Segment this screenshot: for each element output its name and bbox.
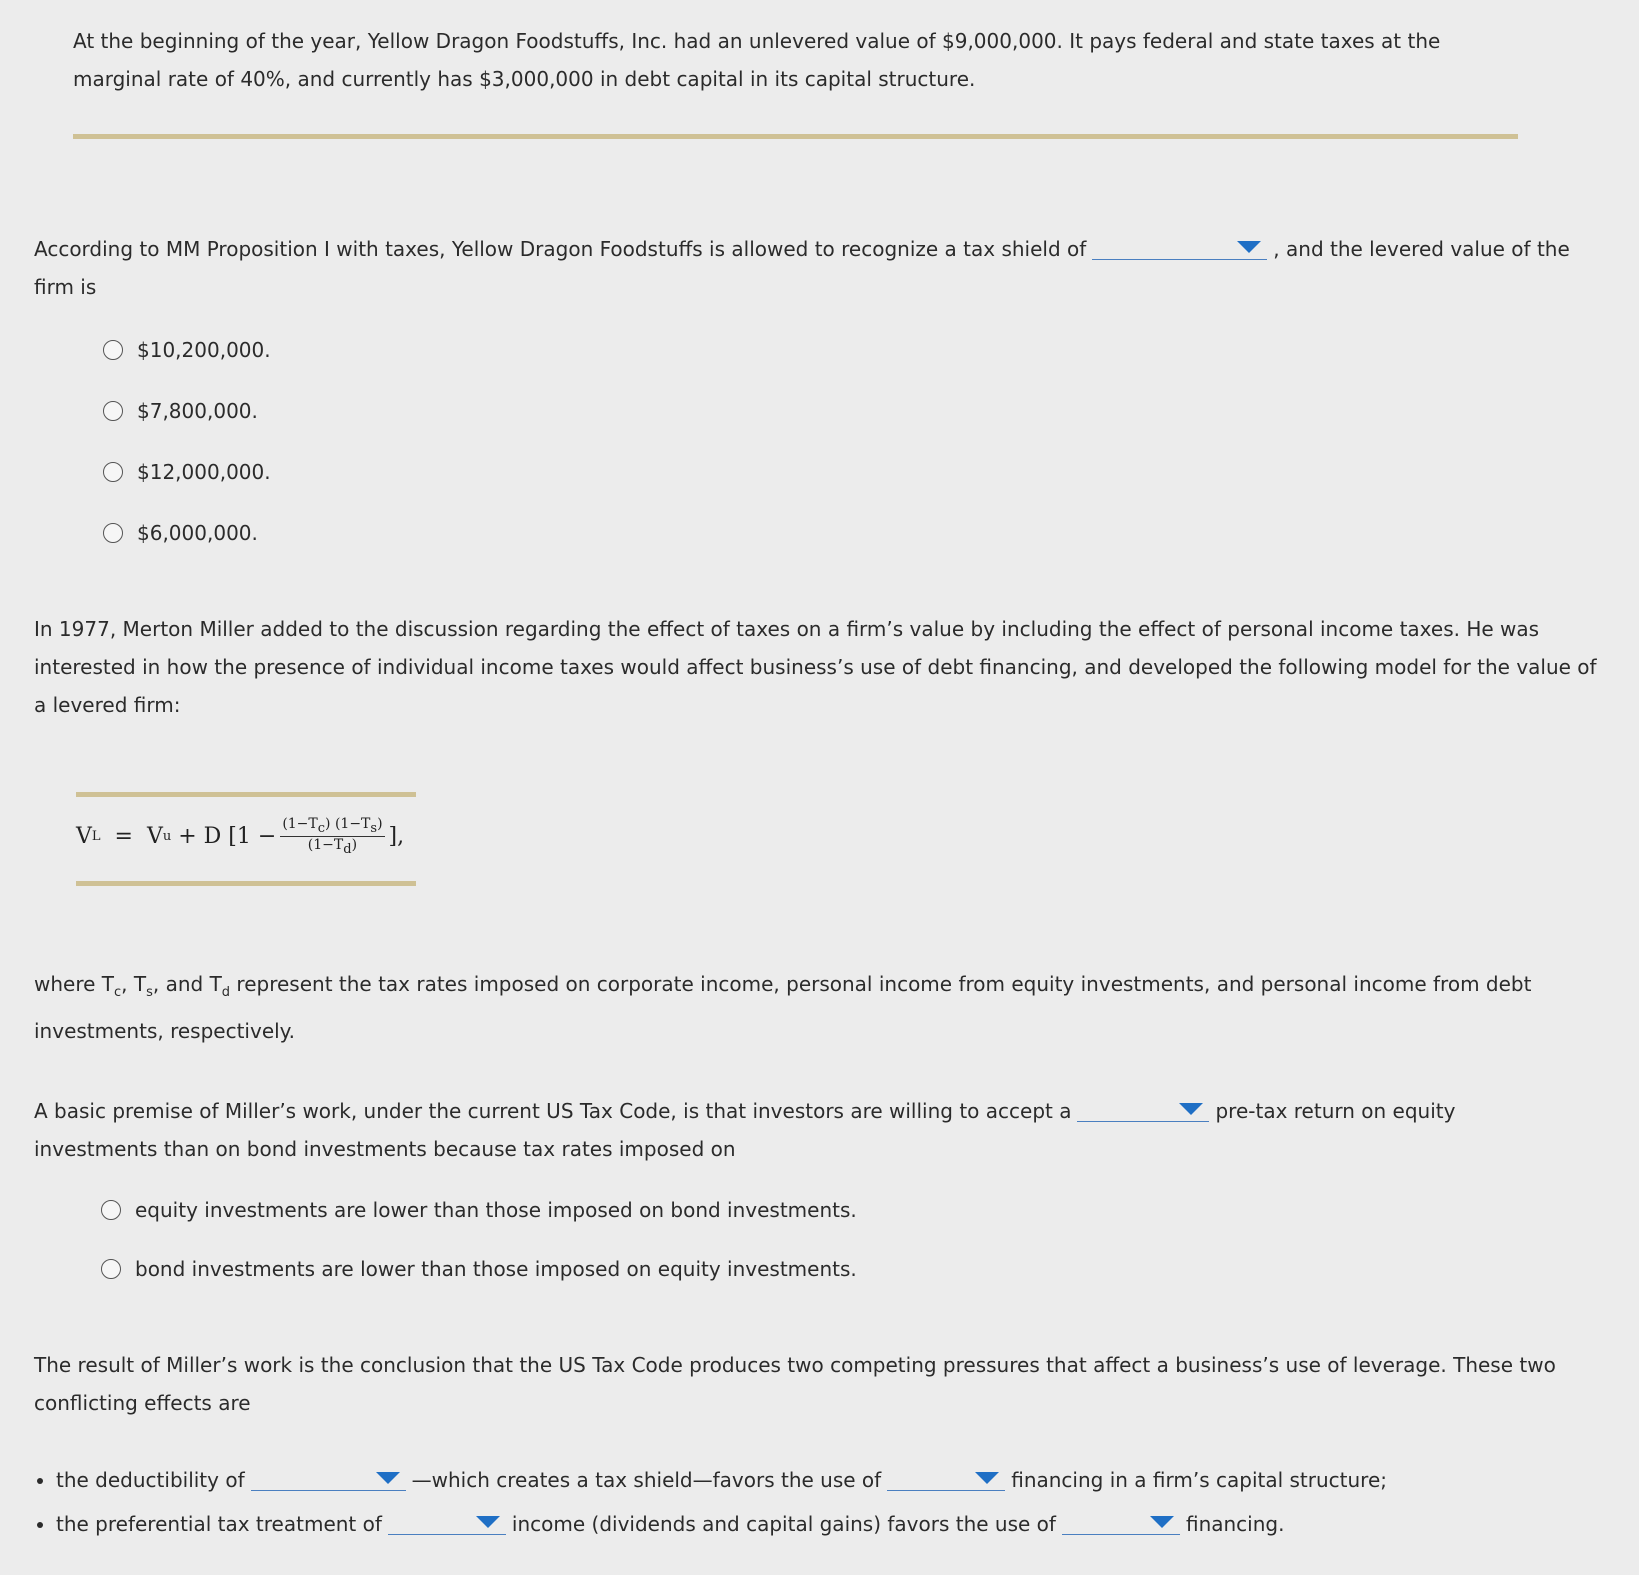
radio-circle[interactable] (103, 462, 123, 482)
chevron-down-icon (476, 1516, 500, 1528)
radio-circle[interactable] (101, 1200, 121, 1220)
chevron-down-icon (1179, 1103, 1203, 1115)
tax-shield-dropdown[interactable] (1092, 235, 1267, 260)
radio-circle[interactable] (103, 340, 123, 360)
where-paragraph: where $T_c$, $T_s$, and $T_d$ represent the tax rates imposed on corporate income, personal income from equity investments, and personal income from debt investments, respectively. (34, 972, 1532, 1043)
chevron-down-icon (376, 1472, 400, 1484)
radio-option[interactable]: $10,200,000. (103, 338, 271, 362)
miller-formula: V L = V u + D [1 − $\frac{(1-T_c) (1-T_s)}{(1-T_d)}$ ], (76, 816, 405, 857)
return-dropdown[interactable] (1077, 1097, 1209, 1122)
chevron-down-icon (1237, 241, 1261, 253)
radio-option[interactable]: $6,000,000. (103, 521, 258, 545)
formula-divider-bottom (76, 881, 416, 886)
radio-option[interactable]: equity investments are lower than those imposed on bond investments. (101, 1198, 857, 1222)
list-item: • the preferential tax treatment of income (dividends and capital gains) favors the use of financing. (56, 1502, 1594, 1546)
chevron-down-icon (975, 1472, 999, 1484)
miller-paragraph: In 1977, Merton Miller added to the discussion regarding the effect of taxes on a firm’s value by including the effect of personal income taxes. He was interested in how the presence of individual income taxes would affect business’s use of debt financing, and developed the following model for the value of a levered firm: (34, 617, 1597, 717)
list-item: • the deductibility of —which creates a tax shield—favors the use of financing in a firm’s capital structure; (56, 1458, 1594, 1502)
divider (73, 134, 1518, 139)
radio-option[interactable]: bond investments are lower than those imposed on equity investments. (101, 1257, 857, 1281)
radio-circle[interactable] (103, 401, 123, 421)
question-1: According to MM Proposition I with taxes, Yellow Dragon Foodstuffs is allowed to recognize a tax shield of , and the levered value of the firm is (34, 237, 1570, 299)
chevron-down-icon (1150, 1516, 1174, 1528)
radio-option[interactable]: $12,000,000. (103, 460, 271, 484)
result-paragraph: The result of Miller’s work is the conclusion that the US Tax Code produces two competing pressures that affect a business’s use of leverage. These two conflicting effects are (34, 1353, 1556, 1415)
deductibility-dropdown[interactable] (251, 1466, 406, 1491)
income-type-dropdown[interactable] (388, 1510, 506, 1535)
radio-option[interactable]: $7,800,000. (103, 399, 258, 423)
financing-dropdown-1[interactable] (887, 1466, 1005, 1491)
intro-text: At the beginning of the year, Yellow Dragon Foodstuffs, Inc. had an unlevered value of $9,000,000. It pays federal and state taxes at the marginal rate of 40%, and currently has $3,000,000 in debt capital in its capital structure. (73, 29, 1441, 91)
effects-list (34, 1458, 1594, 1546)
formula-divider-top (76, 792, 416, 797)
radio-circle[interactable] (101, 1259, 121, 1279)
question-2: A basic premise of Miller’s work, under the current US Tax Code, is that investors are willing to accept a pre-tax return on equity investments than on bond investments because tax rates imposed on (34, 1099, 1456, 1161)
radio-circle[interactable] (103, 523, 123, 543)
financing-dropdown-2[interactable] (1062, 1510, 1180, 1535)
